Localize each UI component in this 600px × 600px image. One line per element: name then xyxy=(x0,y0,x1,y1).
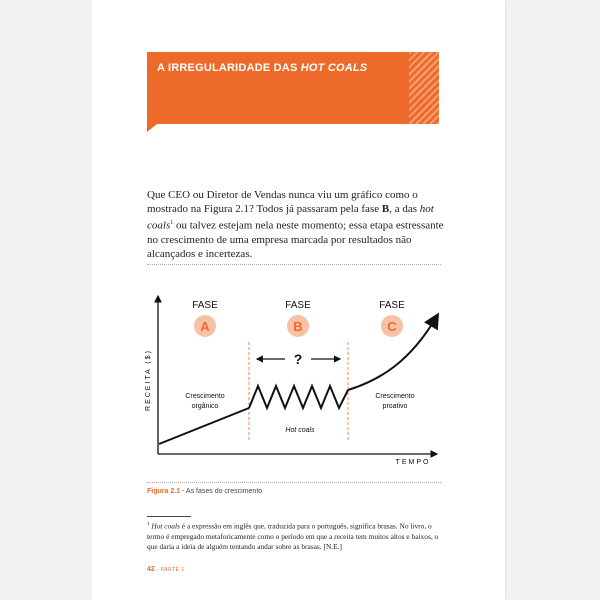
footnote-text: é a expressão em inglês que, traduzida para o português, significa brasas. No livro, o termo é empregado metaforicamente como o período em que a receita tem muitos altos e baixos, o que daria a ideia de alguém tentando andar sobre as brasas. [N.E.] xyxy=(147,521,439,552)
footnote-marker: 1 xyxy=(147,522,150,527)
x-axis-label: TEMPO xyxy=(395,459,431,466)
footnote-term: Hot coals xyxy=(151,521,180,531)
phase-c-text-line2: proativo xyxy=(382,403,408,410)
divider-top xyxy=(147,264,441,265)
figure-number: Figura 2.1 xyxy=(147,488,181,495)
figure-caption xyxy=(147,488,262,495)
curve-organic-growth xyxy=(159,408,249,444)
body-text-part-2: , a das xyxy=(389,203,420,215)
phase-a-text-line2: orgânico xyxy=(191,403,219,410)
phase-c-letter: C xyxy=(387,319,397,334)
uncertainty-question-mark: ? xyxy=(293,351,303,367)
growth-phases-figure xyxy=(145,282,445,472)
section-title-main: A IRREGULARIDADE DAS xyxy=(157,62,298,74)
phase-a-text-line1: Crescimento xyxy=(185,393,225,400)
body-paragraph xyxy=(147,188,445,261)
phase-b-letter: B xyxy=(293,319,303,334)
phase-c-text-line1: Crescimento xyxy=(375,393,415,400)
phase-b-heading: FASE xyxy=(285,300,311,311)
y-axis-label: RECEITA ($) xyxy=(145,349,152,411)
footnote-reference: 1 xyxy=(170,220,174,226)
body-text-emphasis: hot coals xyxy=(147,203,434,232)
curve-hot-coals-zigzag xyxy=(249,386,348,408)
phase-a-heading: FASE xyxy=(192,300,218,311)
phase-b-text: Hot coals xyxy=(285,427,315,434)
page-number: 42 xyxy=(147,566,155,573)
section-title xyxy=(157,62,367,74)
figure-caption-text: - As fases do crescimento xyxy=(180,488,263,495)
part-label: - PARTE 1 xyxy=(156,567,185,573)
body-text-bold: B xyxy=(381,203,390,215)
phase-a-letter: A xyxy=(200,319,210,334)
banner-notch xyxy=(147,124,157,132)
banner-hatch-decoration xyxy=(409,52,439,124)
page-folio xyxy=(147,566,185,573)
section-title-emphasis: HOT COALS xyxy=(300,62,368,74)
divider-bottom xyxy=(147,482,441,483)
body-text-part-3: ou talvez estejam nela neste momento; essa etapa estressante no crescimento de uma empresa marcada por resultados não alcançados e incertezas. xyxy=(147,219,444,260)
footnote-rule xyxy=(147,516,191,517)
body-text-part-1: Que CEO ou Diretor de Vendas nunca viu um gráfico como o mostrado na Figura 2.1? Todos já passaram pela fase xyxy=(147,189,418,215)
phase-c-heading: FASE xyxy=(379,300,405,311)
section-banner xyxy=(147,52,439,124)
footnote xyxy=(147,520,441,553)
